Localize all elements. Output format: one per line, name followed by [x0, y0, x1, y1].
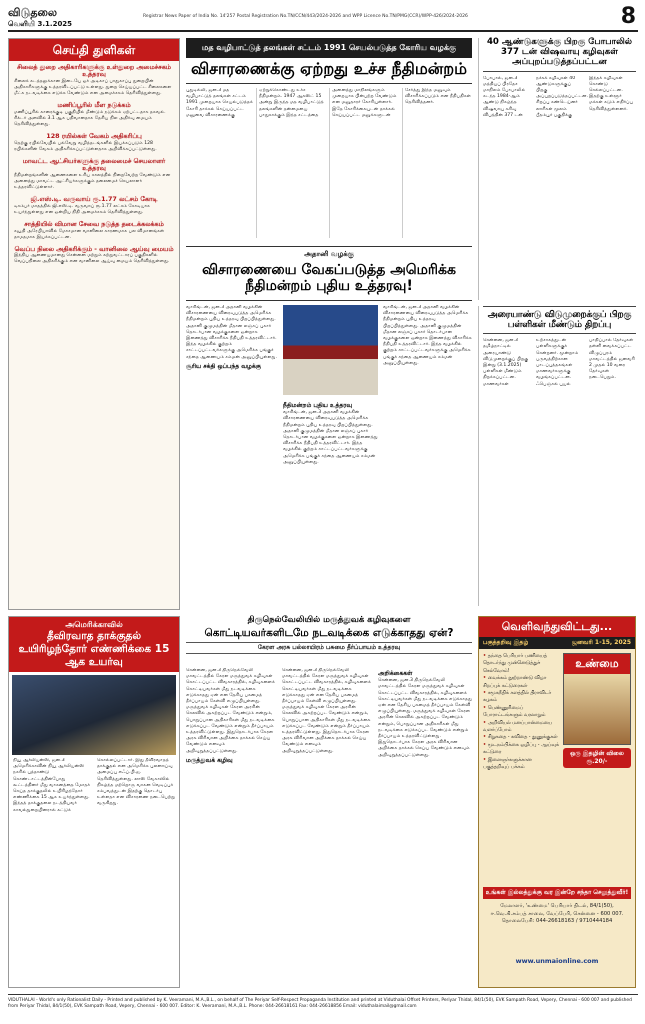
news-brief-item — [14, 158, 174, 191]
news-brief-head: மாவட்ட ஆட்சியர்களுக்கு தலைமைச் செயலாளர் உத்தரவு — [22, 157, 166, 173]
adani-subhead-1: சூரிய சக்தி ஒப்பந்த வழக்கு — [186, 362, 261, 370]
news-briefs-banner: செய்தி துளிகள் — [9, 39, 179, 61]
news-brief-head: வெப்ப நிலை அதிகரிக்கும் - வானிலை ஆய்வு மையம் — [14, 244, 174, 253]
news-brief-head: சாத்தியில் விமான சேவை நடுத்த தடைக்கலக்கம் — [24, 220, 164, 229]
us-attack-body: நியூ ஆர்லியன்ஸ், ஜன.3 அமெரிக்காவின் நியூ ஆர்லியன்ஸ் நகரில் புத்தாண்டு கொண்டாட்டத்தின்போது கூட்டத்தினர் மீது வாகனத்தை மோதச் செய்த தாக்குதலில் உயிரிழந்தோர் எண்ணிக்கை 15 ஆக உயர்ந்துள்ளது. இந்தத் தாக்குதலை நடத்தியவர் காவல்துறையினரால் சுட்டுக் கொல்லப்பட்டார். இது தீவிரவாதத் தாக்குதல் என அமெரிக்க புலனாய்வு அமைப்பு எஃப்.பி.ஐ. தெரிவித்துள்ளது. லாஸ் வேகாஸில் நிகழ்ந்த மற்றொரு வாகன வெடிப்புச் சம்பவத்துடன் இதற்கு தொடர்பு உள்ளதா என விசாரணை நடைபெற்று வருகிறது. — [13, 758, 175, 813]
unmai-magazine-ad — [478, 616, 636, 988]
adani-body-col1 — [186, 305, 278, 605]
magazine-title: உண்மை — [575, 657, 619, 670]
news-brief-item — [14, 133, 174, 153]
ad-main — [479, 649, 635, 776]
news-brief-body: சிலைக் கடத்தலுக்கான இடையே ஓர் அடிகாப் பாதுகாப்பு துறையின் அதிகாரிகளுக்கு உத்தரவிடப்பட்டு உள்ளது. துறை செய்யப்பட்ட சிலைகளை மீட்க நடவடிக்கை எடுக்க வேண்டும் என அமைச்சகம் தெரிவித்துள்ளது. — [14, 78, 172, 97]
adani-body-text-cont: வாசிங்டன், ஜன.3 அதானி வழக்கின் விசாரணையை விரைவுபடுத்த அமெரிக்க நீதிமன்றம் புதிய உத்தரவு பிறப்பித்துள்ளது. அதானி குழுமத்தின் மீதான லஞ்சப் புகார் தொடர்பான வழக்குகளை ஒன்றாக இணைத்து விசாரிக்க நீதிபதி உத்தரவிட்டார். இந்த வழக்கில் குற்றம் சாட்டப்பட்டவர்களுக்கு அமெரிக்க பங்குச் சந்தை ஆணையம் சம்மன் அனுப்பியுள்ளது. — [283, 410, 378, 465]
school-headline: அரையாண்டு விடுமுறைக்குப் பிறகு பள்ளிகள் மீண்டும் திறப்பு — [483, 306, 636, 334]
registration-line: Registrar News Paper of India No. 14'257 Postal Registration No.TN/CCN/443/2024-2026 and WPP Licence No.TN/PMG(CCR)/WPP-426/2024-2026 — [143, 14, 468, 19]
bhopal-body: போபால், ஜன.3 மத்தியப் பிரதேச மாநிலம் போபாலில் கடந்த 1984-ஆம் ஆண்டு நிகழ்ந்த விஷவாயு கசிவு விபத்தின் 377 டன் நச்சுக் கழிவுகள் 40 ஆண்டுகளுக்குப் பிறகு அப்புறப்படுத்தப்பட்டன. சிறப்பு கண்டெய்னர் லாரிகள் மூலம் பீதம்பூர் பகுதிக்கு இந்தக் கழிவுகள் கொண்டு செல்லப்பட்டன. இதற்கு உள்ளூர் மக்கள் கடும் எதிர்ப்பு தெரிவித்துள்ளனர். — [483, 75, 633, 118]
ad-tagline: பகுத்தறிவு இதழ் — [483, 639, 529, 646]
medical-waste-sub: கேரள அரசு பல்லாயிரம் பசுமை தீர்ப்பாயம் உத்தரவு — [186, 642, 472, 654]
us-attack-headline: தீவிரவாத தாக்குதல் உயிரிழந்தோர் எண்ணிக்கை 15 ஆக உயர்வு — [18, 630, 170, 668]
news-briefs-column — [8, 38, 180, 610]
top-story-body: புதுடில்லி, ஜன.3 மத வழிபாட்டுத் தலங்கள் சட்டம் 1991 முறையாக செயல்படுத்தக் கோரி தாக்கல் செய்யப்பட்ட மனுவை விசாரணைக்கு ஏற்றுக்கொண்டது உச்ச நீதிமன்றம். 1947 ஆகஸ்ட் 15 அன்று இருந்த மத வழிபாட்டுத் தலங்களின் தன்மையை பாதுகாக்கும் இந்த சட்டத்தை அனைத்து மாநிலங்களும் முறையாக பின்பற்ற வேண்டும் என மனுதாரர் கோரியுள்ளார். இதே கோரிக்கையுடன் தாக்கல் செய்யப்பட்ட மனுக்களுடன் சேர்த்து இந்த மனுவும் விசாரிக்கப்படும் என நீதிபதிகள் தெரிவித்தனர். — [186, 88, 471, 118]
medical-waste-kicker: திருநெல்வேலியில் மருத்துவக் கழிவுகளை — [247, 615, 411, 625]
issue-date: வெளியி 3.1.2025 — [8, 20, 73, 28]
adani-body-col2 — [283, 400, 378, 605]
us-attack-header — [9, 617, 179, 672]
medical-waste-body: சென்னை, ஜன.3 திருநெல்வேலி மாவட்டத்தில் கேரள மருத்துவக் கழிவுகள் கொட்டப்பட்ட விவகாரத்தில், கழிவுகளைக் கொட்டியவர்கள் மீது நடவடிக்கை எடுக்காதது ஏன் என தேசிய பசுமைத் தீர்ப்பாயம் கேள்வி எழுப்பியுள்ளது. மருத்துவக் கழிவுகள் கேரள அரசின் செலவில் அகற்றப்பட வேண்டும் என்றும், பொறுப்பான அதிகாரிகள் மீது நடவடிக்கை எடுக்கப்பட வேண்டும் என்றும் தீர்ப்பாயம் உத்தரவிட்டுள்ளது. இதுதொடர்பாக கேரள அரசு விரிவான அறிக்கை தாக்கல் செய்ய வேண்டும் எனவும் அறிவுறுத்தப்பட்டுள்ளது. — [186, 668, 275, 754]
imprint-line: VIDUTHALAI - World's only Rationalist Daily - Printed and published by K. Veeramani, M.A.,B.L., on behalf of The Periyar Self-Respect Propaganda Institution and printed at Viduthalai Offset Printers, Periyar Thidal, 84/1(50), EVK Sampath Road, Vepery, Chennai - 600 007 and published from Periyar Thidal, 84/1(50), EVK Sampath Road, Vepery, Chennai - 600 007. Editor: K. Veeramani, M.A.,B.L. Phone: 044-26618161 Fax: 044-26618856 Email: viduthalaimail@gmail.com — [8, 998, 632, 1009]
news-brief-body: நீதிமன்றங்களின் ஆணைகளை உரிய காலத்தில் நிறைவேற்ற வேண்டும் என அனைத்து மாவட்ட ஆட்சியர்களுக்கும் தலைமைச் செயலாளர் உத்தரவிட்டுள்ளார். — [14, 172, 171, 191]
news-brief-body: சவூதி அரேபியாவில் மோசமான வானிலை காரணமாக பல விமானங்கள் தாமதமாக இயக்கப்பட்டன. — [14, 228, 165, 240]
school-body: சென்னை, ஜன.3 தமிழ்நாட்டில் அரையாண்டு விடுமுறைக்குப் பிறகு இன்று (3.1.2025) பள்ளிகள் மீண்டும் திறக்கப்பட்டன. மாணவர்கள் உற்சாகத்துடன் பள்ளிகளுக்குச் சென்றனர். மூன்றாம் பருவத்திற்கான பாடப்புத்தகங்கள் மாணவர்களுக்கு வழங்கப்பட்டன. ஃபெஞ்சல் புயல் பாதிப்பால் தேர்வுகள் தள்ளி வைக்கப்பட்ட விழுப்புரம் மாவட்டத்தில் ஜனவரி 2 முதல் 10 வரை தேர்வுகள் நடைபெறும். — [483, 338, 635, 387]
ad-subscribe-note: உங்கள் இல்லத்துக்கு வர இன்றே சந்தா செலுத்துவீர்! — [483, 887, 631, 899]
adani-headline: விசாரணையை வேகப்படுத்த அமெரிக்க நீதிமன்றம் புதிய உத்தரவு! — [202, 262, 456, 295]
ad-cover — [563, 653, 631, 772]
news-brief-item — [14, 102, 174, 128]
top-story-headline: விசாரணைக்கு ஏற்றது உச்ச நீதிமன்றம் — [190, 59, 468, 78]
bhopal-headline: 40 ஆண்டுகளுக்கு பிறகு போபாலில் 377 டன் விஷவாயு கழிவுகள் அப்புறப்படுத்தப்பட்டன — [483, 38, 636, 72]
medical-waste-col3 — [378, 668, 472, 986]
medical-waste-subhead-2: அறிக்கைகள் — [378, 670, 413, 677]
ad-address: மேலாளர், 'உண்மை' பெரியார் திடல், 84/1(50), ஈ.வெ.கி.சம்பத் சாலை, வேப்பேரி, சென்னை - 600 007. தொலைபேசி: 044-26618163 / 9710444184 — [490, 903, 624, 924]
medical-waste-headline: கொட்டியவர்களிடமே நடவடிக்கை எடுக்காதது ஏன்? — [204, 626, 454, 639]
news-brief-item — [14, 64, 174, 97]
ad-issue: ஜனவரி 1-15, 2025 — [571, 639, 631, 646]
news-brief-body: இந்திய ஆணையமானது சென்னை மற்றும் சுற்றுவட்டாரப் பகுதிகளில் வெப்பநிலை அதிகரிக்கும் என வானிலை ஆய்வு மையம் தெரிவித்துள்ளது. — [14, 253, 170, 265]
ad-banner: வெளிவந்துவிட்டது... — [479, 617, 635, 637]
medical-waste-col2 — [282, 668, 372, 986]
new-orleans-photo — [12, 675, 176, 755]
ad-contents-list — [483, 653, 559, 772]
adani-kicker: அதானி வழக்கு — [304, 250, 354, 258]
medical-waste-col1 — [186, 668, 276, 986]
ad-contents-item: • வைக்கம் நூற்றாண்டு விழா சிறப்புக் கட்டுரைகள் — [483, 675, 559, 690]
ad-contents-item: • அறிவியல் மனப்பான்மையை வளர்ப்போம் — [483, 720, 559, 735]
school-story — [478, 306, 636, 606]
medical-waste-body-cont: சென்னை, ஜன.3 திருநெல்வேலி மாவட்டத்தில் கேரள மருத்துவக் கழிவுகள் கொட்டப்பட்ட விவகாரத்தில், கழிவுகளைக் கொட்டியவர்கள் மீது நடவடிக்கை எடுக்காதது ஏன் என தேசிய பசுமைத் தீர்ப்பாயம் கேள்வி எழுப்பியுள்ளது. மருத்துவக் கழிவுகள் கேரள அரசின் செலவில் அகற்றப்பட வேண்டும் என்றும், பொறுப்பான அதிகாரிகள் மீது நடவடிக்கை எடுக்கப்பட வேண்டும் என்றும் தீர்ப்பாயம் உத்தரவிட்டுள்ளது. இதுதொடர்பாக கேரள அரசு விரிவான அறிக்கை தாக்கல் செய்ய வேண்டும் எனவும் அறிவுறுத்தப்பட்டுள்ளது. — [282, 668, 371, 754]
ad-issue-row — [479, 637, 635, 649]
ad-website: www.unmaionline.com — [515, 957, 599, 965]
medical-waste-story — [186, 616, 472, 988]
news-brief-item — [14, 221, 174, 241]
bhopal-story — [478, 38, 636, 300]
adani-subhead-2: நீதிமன்றம் புதிய உத்தரவு — [283, 402, 353, 409]
news-brief-head: ஜி.எஸ்.டி. வருவாய் ரூ.1.77 லட்சம் கோடி — [30, 195, 158, 204]
us-attack-kicker: அமெரிக்காவில் — [65, 620, 123, 629]
ad-contents-item: • பெண்ணுரிமைப் போராட்டங்களும் வரலாறும் — [483, 705, 559, 720]
news-brief-head: சிலைத் துறை அதிகாரிகளுக்கு உள்துறை அமைச்சகம் உத்தரவு — [17, 63, 171, 79]
news-brief-body: தெற்கு ரயில்வேயில் பல்வேறு வழித்தடங்களில் இயக்கப்படும் 128 ரயில்களின் வேகம் அதிகரிக்கப்பட்டுள்ளதாக அறிவிக்கப்பட்டுள்ளது. — [14, 140, 157, 152]
news-brief-body: மணிப்பூரில் காரைக்குடி பகுதியில் மீண்டும் நடுக்கம் ஏற்பட்டதாக தகவல். ரிக்டர் அளவில் 3.1 ஆக பதிவானதாக தேசிய நில அதிர்வு மையம் தெரிவித்துள்ளது. — [14, 109, 166, 128]
us-attack-story — [8, 616, 180, 988]
ad-price: ஒரு இதழின் விலை ரூ.20/- — [563, 748, 631, 768]
news-brief-head: 128 ரயில்கள் வேகம் அதிகரிப்பு — [46, 132, 142, 141]
footer-rule — [8, 994, 638, 995]
ad-contents-item: • சிறுகதை - கவிதை - துணுக்குகள் — [483, 734, 559, 741]
court-gavel-flag-photo — [283, 305, 378, 395]
news-brief-item — [14, 196, 174, 216]
divider — [186, 246, 472, 247]
newspaper-name: விடுதலை — [8, 6, 58, 19]
magazine-cover-image — [563, 653, 631, 745]
masthead — [8, 6, 638, 32]
adani-body-text-cont: வாசிங்டன், ஜன.3 அதானி வழக்கின் விசாரணையை விரைவுபடுத்த அமெரிக்க நீதிமன்றம் புதிய உத்தரவு பிறப்பித்துள்ளது. அதானி குழுமத்தின் மீதான லஞ்சப் புகார் தொடர்பான வழக்குகளை ஒன்றாக இணைத்து விசாரிக்க நீதிபதி உத்தரவிட்டார். இந்த வழக்கில் குற்றம் சாட்டப்பட்டவர்களுக்கு அமெரிக்க பங்குச் சந்தை ஆணையம் சம்மன் அனுப்பியுள்ளது. — [383, 305, 472, 366]
ad-contents-item: • இளைஞர்களுக்கான பகுத்தறிவுப் பக்கம் — [483, 757, 559, 772]
news-brief-head: மணிப்பூரில் மீள நடுக்கம் — [57, 101, 131, 110]
divider — [186, 300, 472, 301]
medical-waste-subhead-1: மருத்துவக் கழிவு — [186, 756, 233, 764]
page-number: 8 — [620, 4, 636, 29]
adani-body-col3 — [383, 305, 472, 605]
ad-contents-item: • சமூகநீதிக் களத்தில் திராவிடர் கழகம் — [483, 690, 559, 705]
news-brief-body: டிசம்பர் மாதத்தில் ஜி.எஸ்.டி. வருவாய் ரூ.1.77 லட்சம் கோடியாக உயர்ந்துள்ளது என ஒன்றிய நிதி அமைச்சகம் தெரிவித்துள்ளது. — [14, 203, 150, 215]
news-brief-item — [14, 246, 174, 266]
ad-contents-item: • மூடநம்பிக்கை ஒழிப்பு - ஆய்வுக் கட்டுரை — [483, 742, 559, 757]
adani-body-text: வாசிங்டன், ஜன.3 அதானி வழக்கின் விசாரணையை விரைவுபடுத்த அமெரிக்க நீதிமன்றம் புதிய உத்தரவு பிறப்பித்துள்ளது. அதானி குழுமத்தின் மீதான லஞ்சப் புகார் தொடர்பான வழக்குகளை ஒன்றாக இணைத்து விசாரிக்க நீதிபதி உத்தரவிட்டார். இந்த வழக்கில் குற்றம் சாட்டப்பட்டவர்களுக்கு அமெரிக்க பங்குச் சந்தை ஆணையம் சம்மன் அனுப்பியுள்ளது. — [186, 305, 277, 360]
divider — [186, 83, 472, 84]
medical-waste-body-cont: சென்னை, ஜன.3 திருநெல்வேலி மாவட்டத்தில் கேரள மருத்துவக் கழிவுகள் கொட்டப்பட்ட விவகாரத்தில், கழிவுகளைக் கொட்டியவர்கள் மீது நடவடிக்கை எடுக்காதது ஏன் என தேசிய பசுமைத் தீர்ப்பாயம் கேள்வி எழுப்பியுள்ளது. மருத்துவக் கழிவுகள் கேரள அரசின் செலவில் அகற்றப்பட வேண்டும் என்றும், பொறுப்பான அதிகாரிகள் மீது நடவடிக்கை எடுக்கப்பட வேண்டும் என்றும் தீர்ப்பாயம் உத்தரவிட்டுள்ளது. இதுதொடர்பாக கேரள அரசு விரிவான அறிக்கை தாக்கல் செய்ய வேண்டும் எனவும் அறிவுறுத்தப்பட்டுள்ளது. — [378, 678, 472, 758]
top-story-kicker: மத வழிபாட்டுத் தலங்கள் சட்டம் 1991 செயல்படுத்த கோரிய வழக்கு — [186, 38, 472, 58]
ad-contents-item: • தந்தை பெரியார் பணியைத் தொடர்ந்து முன்னெடுத்துச் செல்வோம்! — [483, 653, 559, 675]
news-briefs-list — [9, 61, 179, 274]
